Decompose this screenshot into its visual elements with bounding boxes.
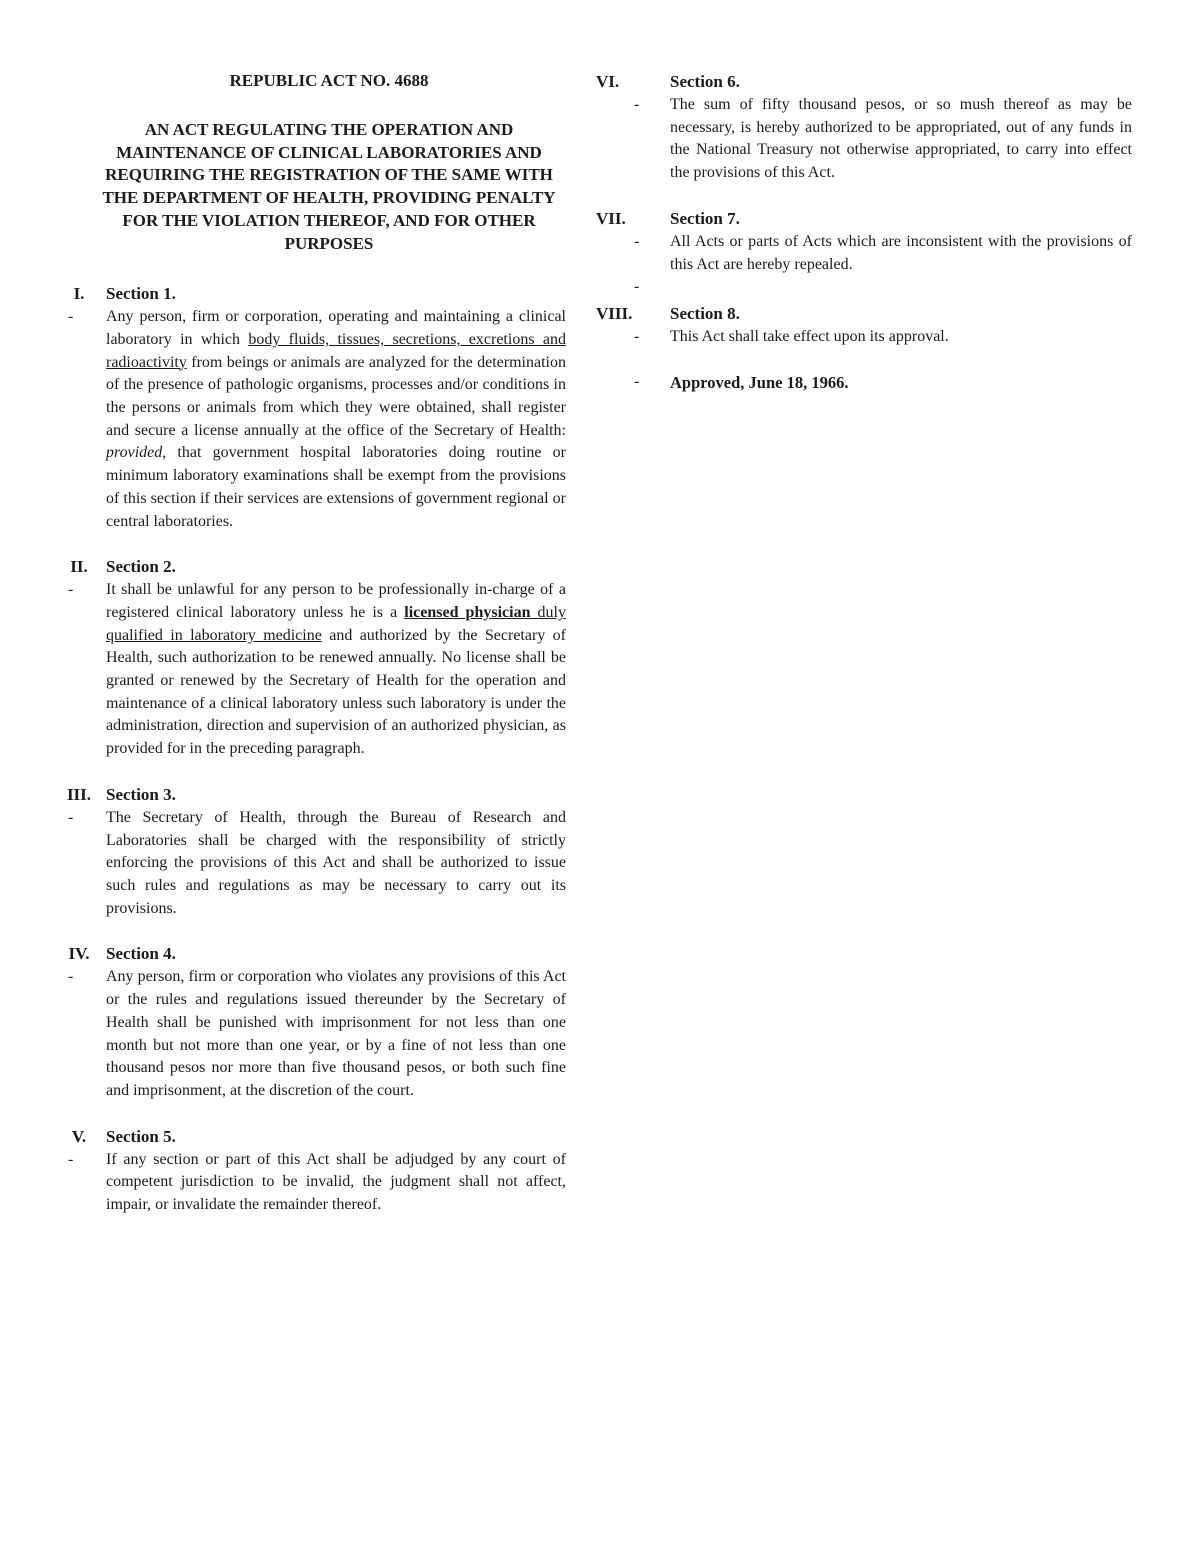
section-heading: Section 6.	[670, 72, 740, 91]
section-heading: Section 1.	[106, 284, 176, 304]
document-subtitle: AN ACT REGULATING THE OPERATION AND MAINTENANCE OF CLINICAL LABORATORIES AND REQUIRING THE REGISTRATION OF THE SAME WITH THE DEPARTMENT OF HEALTH, PROVIDING PENALTY FOR THE VIOLATION THEREOF, AND FOR OTHER PURPOSES	[102, 120, 556, 253]
section-text: The sum of fifty thousand pesos, or so mush thereof as may be necessary, is hereby authorized to be appropriated, out of any funds in the National Treasury not otherwise appropriated, to carry into effect the provisions of this Act.	[670, 96, 1132, 182]
bullet-dash: -	[634, 96, 640, 113]
section-heading: Section 7.	[670, 208, 740, 228]
approval-date: Approved, June 18, 1966.	[670, 372, 849, 392]
bullet-dash: -	[634, 328, 640, 346]
section-text: Any person, firm or corporation who violates any provisions of this Act or the rules and regulations issued thereunder by the Secretary of Health shall be punished with imprisonment for not less than one month but not more than one year, or by a fine of not less than one thousand pesos nor more than five thousand pesos, or both such fine and imprisonment, at the discretion of the court.	[106, 968, 566, 1099]
section-8	[596, 302, 1132, 349]
document-title: REPUBLIC ACT NO. 4688	[229, 71, 429, 90]
bullet-dash: -	[68, 581, 74, 599]
section-text: If any section or part of this Act shall be adjudged by any court of competent jurisdiction to be invalid, the judgment shall not affect, impair, or invalidate the remainder thereof.	[106, 1150, 566, 1214]
section-5	[52, 1125, 566, 1217]
bullet-dash: -	[634, 372, 640, 390]
section-numeral: III.	[66, 784, 92, 804]
bullet-dash: -	[68, 308, 74, 326]
section-7	[596, 207, 1132, 300]
right-column	[596, 70, 1132, 395]
section-numeral: II.	[70, 557, 88, 577]
section-text: This Act shall take effect upon its approval.	[670, 328, 949, 346]
bullet-dash: -	[634, 232, 640, 250]
section-heading: Section 4.	[106, 944, 176, 964]
section-1	[52, 282, 566, 533]
bullet-dash: -	[68, 968, 74, 986]
section-heading: Section 5.	[106, 1126, 176, 1146]
section-numeral: IV.	[68, 944, 90, 964]
approval-line	[596, 371, 1132, 395]
bullet-dash: -	[634, 278, 640, 296]
section-numeral: VIII.	[596, 304, 633, 324]
section-text: All Acts or parts of Acts which are inconsistent with the provisions of this Act are hereby repealed.	[670, 232, 1132, 273]
section-text: The Secretary of Health, through the Bureau of Research and Laboratories shall be charged with the responsibility of strictly enforcing the provisions of this Act and shall be authorized to issue such rules and regulations as may be necessary to carry out its provisions.	[106, 808, 566, 917]
section-2	[52, 555, 566, 761]
underlined-text: body fluids, tissues, secretions, excretions and radioactivity	[106, 330, 566, 371]
section-numeral: VI.	[596, 72, 620, 91]
underlined-text: duly qualified in laboratory medicine	[106, 603, 566, 644]
section-heading: Section 3.	[106, 784, 176, 804]
section-3	[52, 783, 566, 921]
underlined-bold-text: licensed physician	[404, 603, 531, 621]
section-heading: Section 8.	[670, 304, 740, 324]
bullet-dash: -	[68, 1150, 74, 1168]
bullet-dash: -	[68, 808, 74, 826]
section-numeral: I.	[73, 284, 85, 304]
section-numeral: V.	[71, 1126, 87, 1146]
section-6	[596, 70, 1132, 185]
section-text: Any person, firm or corporation, operating and maintaining a clinical laboratory in which body fluids, tissues, secretions, excretions and radioactivity from beings or animals are analyzed for the determination of the presence of pathologic organisms, processes and/or conditions in the persons or animals from which they were obtained, shall register and secure a license annually at the office of the Secretary of Health: provided, that government hospital laboratories doing routine or minimum laboratory examinations shall be exempt from the provisions of this section if their services are extensions of government regional or central laboratories.	[106, 308, 566, 530]
section-4	[52, 942, 566, 1102]
section-numeral: VII.	[596, 208, 626, 228]
section-heading: Section 2.	[106, 557, 176, 577]
section-text: It shall be unlawful for any person to be professionally in-charge of a registered clinical laboratory unless he is a licensed physician duly qualified in laboratory medicine and authorized by the Secretary of Health, such authorization to be renewed annually. No license shall be granted or renewed by the Secretary of Health for the operation and maintenance of a clinical laboratory unless such laboratory is under the administration, direction and supervision of an authorized physician, as provided for in the preceding paragraph.	[106, 581, 567, 758]
left-column	[52, 70, 566, 1239]
italic-text: provided	[106, 444, 163, 462]
